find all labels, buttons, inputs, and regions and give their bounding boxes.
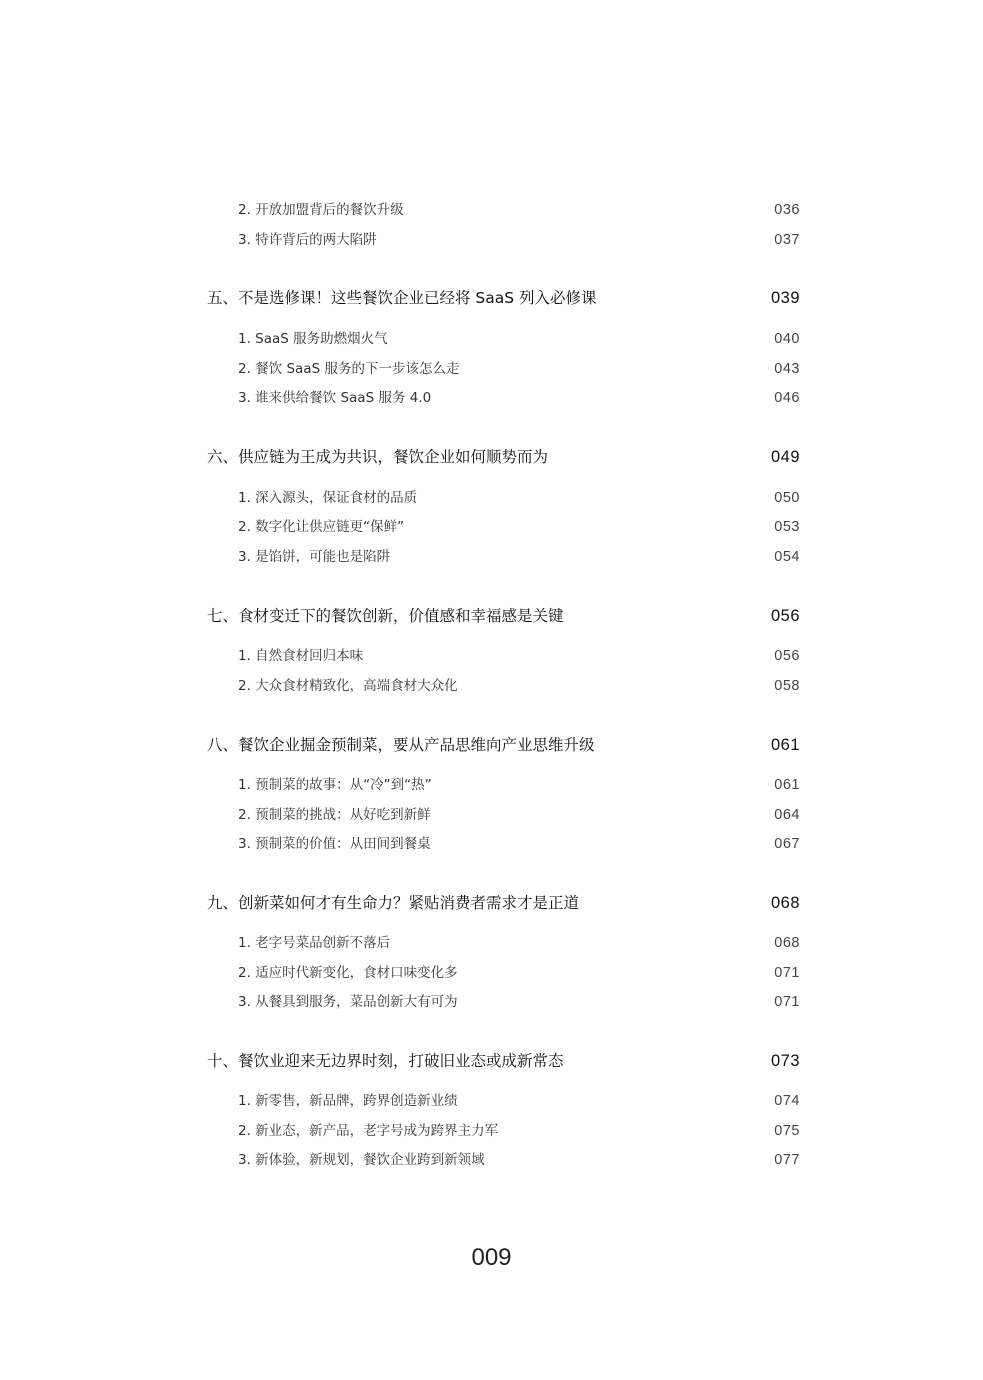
- toc-section-entry[interactable]: [238, 545, 800, 565]
- section-title: 3. 谁来供给餐饮 SaaS 服务 4.0: [238, 390, 432, 406]
- toc-chapter-entry[interactable]: [207, 445, 800, 467]
- toc-page-number: 058: [774, 678, 800, 694]
- chapter-title: 七、食材变迁下的餐饮创新，价值感和幸福感是关键: [207, 607, 564, 625]
- toc-page-number: 067: [774, 836, 800, 852]
- section-title: 3. 是馅饼，可能也是陷阱: [238, 549, 391, 565]
- toc-page-number: 036: [774, 202, 800, 218]
- toc-section-entry[interactable]: [238, 198, 800, 218]
- section-title: 2. 餐饮 SaaS 服务的下一步该怎么走: [238, 361, 460, 377]
- section-title: 1. 自然食材回归本味: [238, 648, 364, 664]
- section-title: 1. 新零售，新品牌，跨界创造新业绩: [238, 1093, 458, 1109]
- toc-page-number: 061: [770, 736, 800, 754]
- toc-page-number: 037: [774, 232, 800, 248]
- toc-section-entry[interactable]: [238, 486, 800, 506]
- section-title: 2. 数字化让供应链更“保鲜”: [238, 519, 405, 535]
- toc-section-entry[interactable]: [238, 228, 800, 248]
- section-title: 3. 特许背后的两大陷阱: [238, 232, 377, 248]
- toc-page-number: 056: [774, 648, 800, 664]
- chapter-title: 十、餐饮业迎来无边界时刻，打破旧业态或成新常态: [207, 1052, 564, 1070]
- toc-section-entry[interactable]: [238, 961, 800, 981]
- section-title: 1. 预制菜的故事：从“冷”到“热”: [238, 777, 432, 793]
- toc-chapter-entry[interactable]: [207, 891, 800, 913]
- toc-page-number: 075: [774, 1123, 800, 1139]
- toc-page-number: 049: [770, 448, 800, 466]
- toc-page-number: 046: [774, 390, 800, 406]
- toc-chapter-entry[interactable]: [207, 286, 800, 308]
- toc-chapter-entry[interactable]: [207, 1049, 800, 1071]
- toc-page-number: 077: [774, 1152, 800, 1168]
- toc-page-number: 043: [774, 361, 800, 377]
- toc-section-entry[interactable]: [238, 357, 800, 377]
- toc-section-entry[interactable]: [238, 773, 800, 793]
- toc-section-entry[interactable]: [238, 327, 800, 347]
- toc-page-number: 039: [770, 289, 800, 307]
- toc-section-entry[interactable]: [238, 386, 800, 406]
- toc-page-number: 068: [770, 894, 800, 912]
- toc-page-number: 054: [774, 549, 800, 565]
- toc-page-number: 050: [774, 490, 800, 506]
- section-title: 3. 新体验，新规划，餐饮企业跨到新领域: [238, 1152, 485, 1168]
- toc-section-entry[interactable]: [238, 674, 800, 694]
- section-title: 2. 开放加盟背后的餐饮升级: [238, 202, 404, 218]
- toc-section-entry[interactable]: [238, 644, 800, 664]
- toc-section-entry[interactable]: [238, 1148, 800, 1168]
- toc-page-number: 040: [774, 331, 800, 347]
- toc-page-number: 061: [774, 777, 800, 793]
- section-title: 2. 适应时代新变化，食材口味变化多: [238, 965, 458, 981]
- chapter-title: 九、创新菜如何才有生命力？紧贴消费者需求才是正道: [207, 894, 580, 912]
- chapter-title: 六、供应链为王成为共识，餐饮企业如何顺势而为: [207, 448, 549, 466]
- toc-section-entry[interactable]: [238, 803, 800, 823]
- page-number: 009: [471, 1244, 512, 1271]
- toc-chapter-entry[interactable]: [207, 604, 800, 626]
- toc-page-number: 073: [770, 1052, 800, 1070]
- toc-section-entry[interactable]: [238, 1089, 800, 1109]
- toc-section-entry[interactable]: [238, 515, 800, 535]
- section-title: 3. 预制菜的价值：从田间到餐桌: [238, 836, 431, 852]
- toc-page-number: 074: [774, 1093, 800, 1109]
- toc-page-number: 064: [774, 807, 800, 823]
- toc-page-number: 071: [774, 994, 800, 1010]
- toc-section-entry[interactable]: [238, 990, 800, 1010]
- section-title: 2. 大众食材精致化，高端食材大众化: [238, 678, 458, 694]
- toc-section-entry[interactable]: [238, 931, 800, 951]
- section-title: 1. 老字号菜品创新不落后: [238, 935, 391, 951]
- toc-page-number: 071: [774, 965, 800, 981]
- section-title: 3. 从餐具到服务，菜品创新大有可为: [238, 994, 458, 1010]
- toc-chapter-entry[interactable]: [207, 733, 800, 755]
- toc-section-entry[interactable]: [238, 1119, 800, 1139]
- toc-page-number: 056: [770, 607, 800, 625]
- section-title: 2. 预制菜的挑战：从好吃到新鲜: [238, 807, 431, 823]
- toc-section-entry[interactable]: [238, 832, 800, 852]
- toc-page-number: 068: [774, 935, 800, 951]
- section-title: 1. SaaS 服务助燃烟火气: [238, 331, 388, 347]
- toc-page-number: 053: [774, 519, 800, 535]
- section-title: 2. 新业态，新产品，老字号成为跨界主力军: [238, 1123, 499, 1139]
- chapter-title: 五、不是选修课！这些餐饮企业已经将 SaaS 列入必修课: [207, 289, 597, 307]
- section-title: 1. 深入源头，保证食材的品质: [238, 490, 418, 506]
- chapter-title: 八、餐饮企业掘金预制菜，要从产品思维向产业思维升级: [207, 736, 595, 754]
